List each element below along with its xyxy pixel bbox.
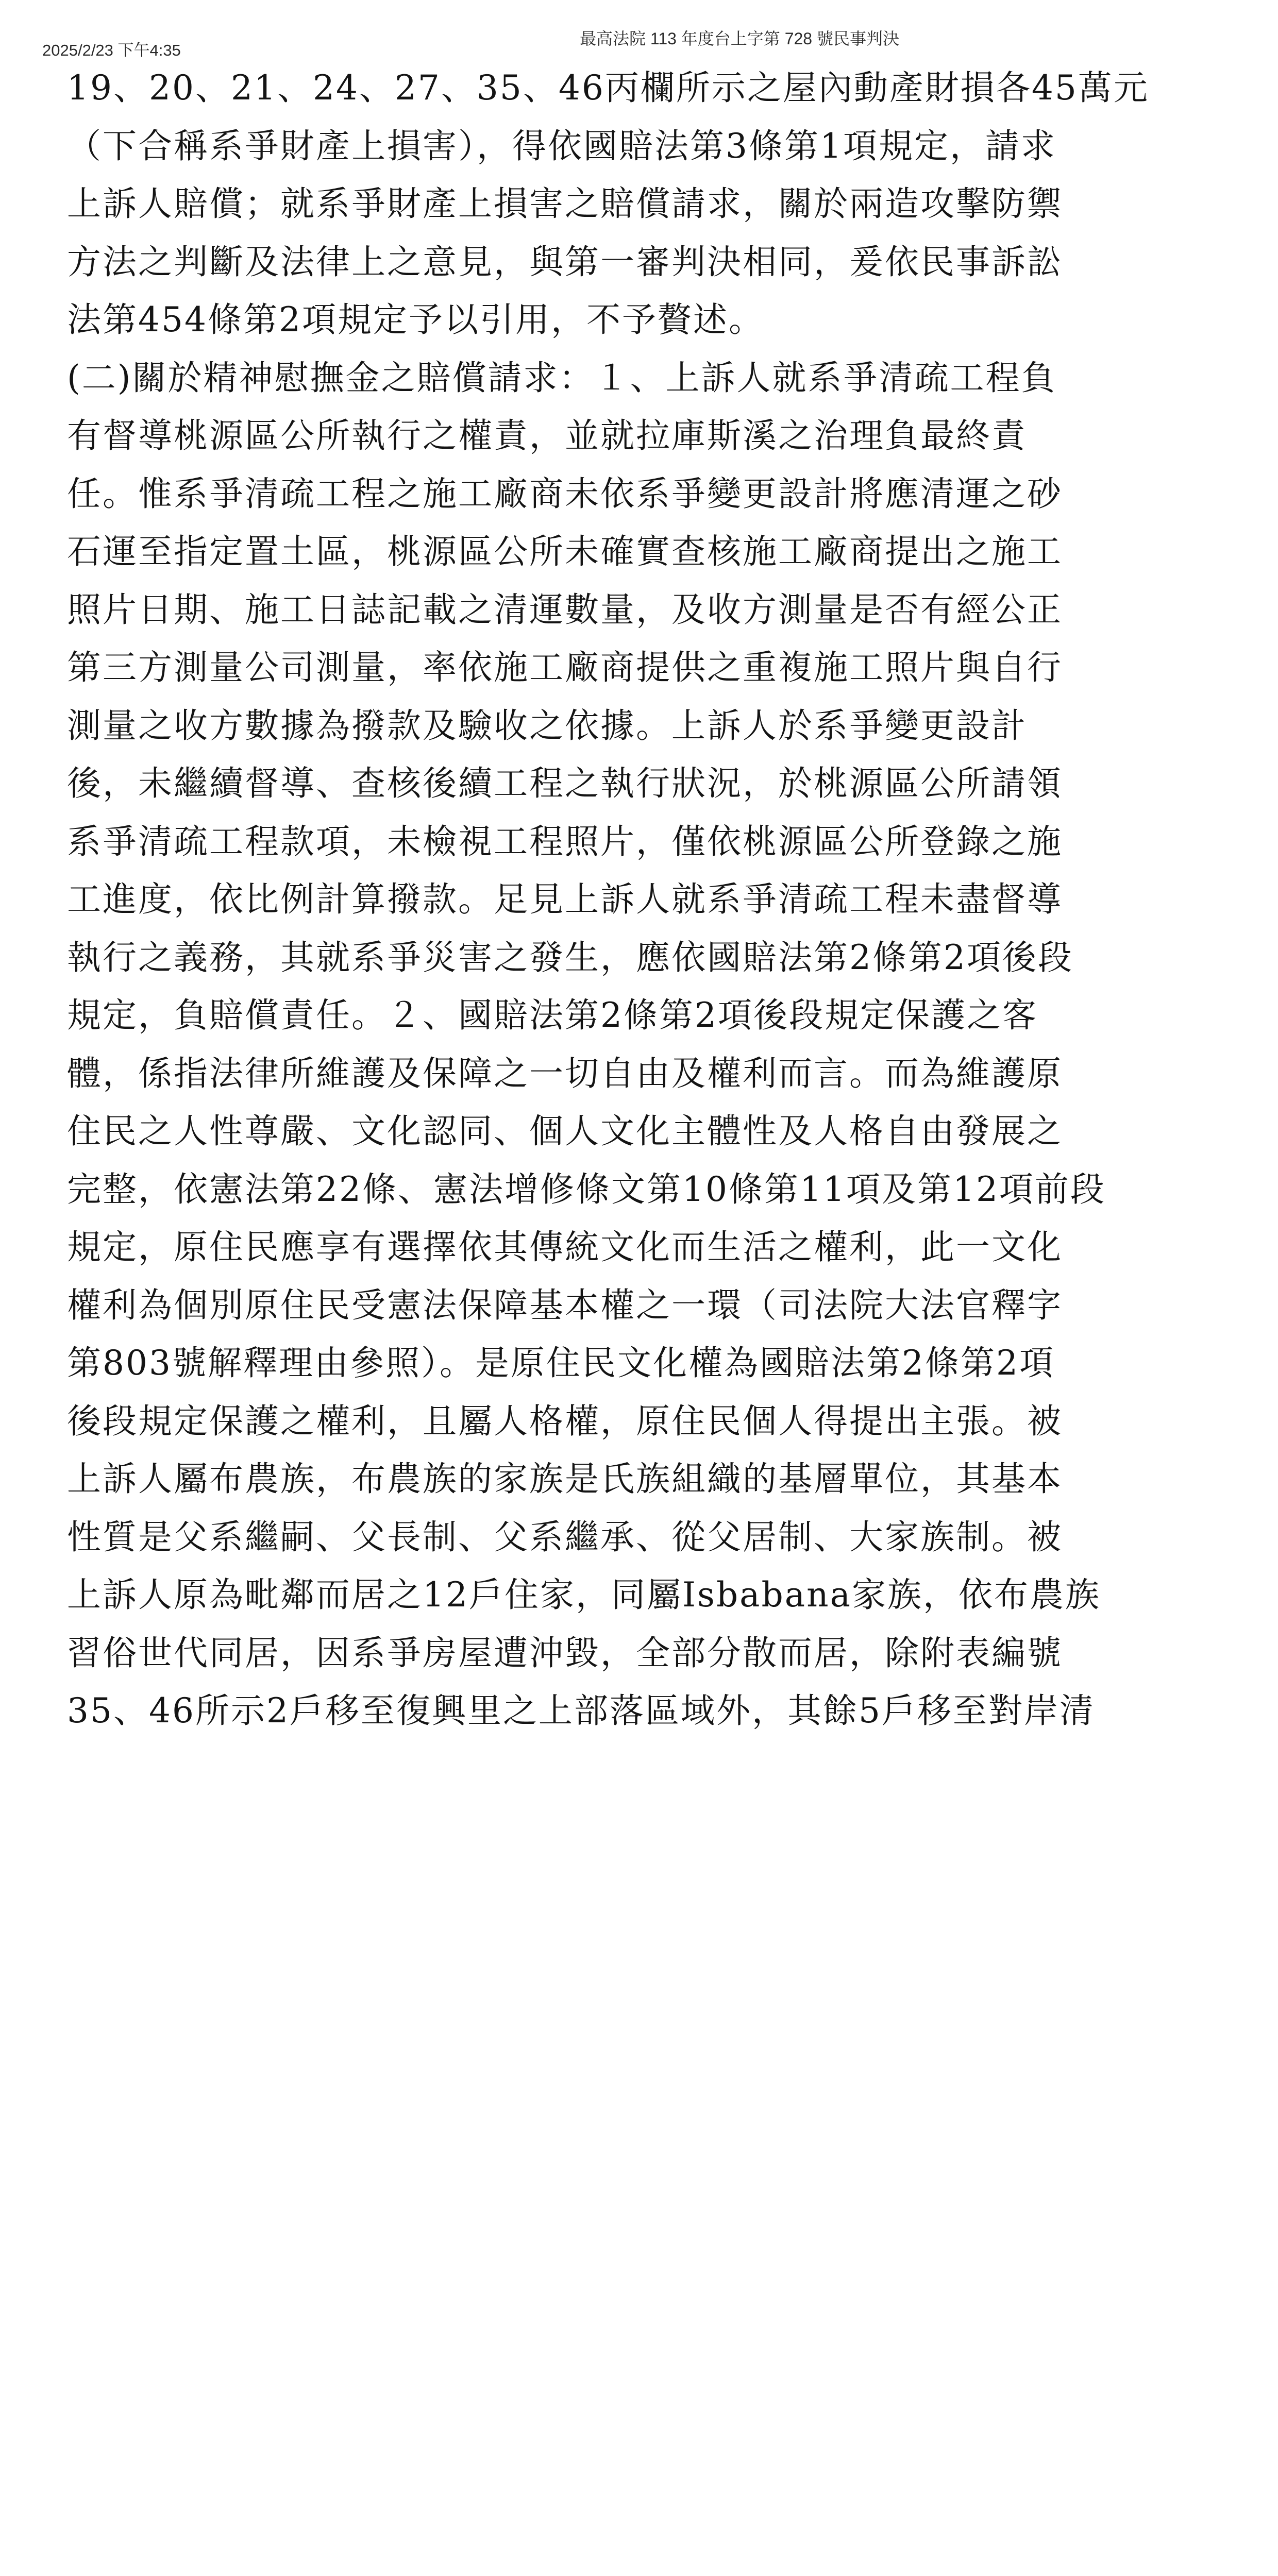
text-line: 19、20、21、24、27、35、46丙欄所示之屋內動產財損各45萬元: [67, 68, 1149, 108]
text-line: 性質是父系繼嗣、父長制、父系繼承、從父居制、大家族制。被: [67, 1517, 1063, 1557]
text-line: 石運至指定置土區，桃源區公所未確實查核施工廠商提出之施工: [67, 532, 1063, 571]
text-line: 有督導桃源區公所執行之權責，並就拉庫斯溪之治理負最終責: [67, 416, 1027, 455]
text-line: 住民之人性尊嚴、文化認同、個人文化主體性及人格自由發展之: [67, 1111, 1063, 1151]
text-line: 後段規定保護之權利，且屬人格權，原住民個人得提出主張。被: [67, 1401, 1063, 1441]
judgment-body-text: [67, 59, 1221, 1740]
text-line: 方法之判斷及法律上之意見，與第一審判決相同，爰依民事訴訟: [67, 242, 1063, 282]
text-line: 上訴人原為毗鄰而居之12戶住家，同屬Isbabana家族，依布農族: [67, 1575, 1101, 1615]
page-footer: [0, 1716, 1278, 1757]
text-line: 執行之義務，其就系爭災害之發生，應依國賠法第2條第2項後段: [67, 937, 1073, 977]
text-line: 工進度，依比例計算撥款。足見上訴人就系爭清疏工程未盡督導: [67, 879, 1063, 919]
text-line: (二)關於精神慰撫金之賠償請求：１、上訴人就系爭清疏工程負: [67, 358, 1057, 398]
text-line: （下合稱系爭財產上損害），得依國賠法第3條第1項規定，請求: [67, 126, 1056, 166]
print-timestamp: 2025/2/23 下午4:35: [42, 41, 181, 59]
text-line: 35、46所示2戶移至復興里之上部落區域外，其餘5戶移至對岸清: [67, 1691, 1095, 1731]
text-line: 任。惟系爭清疏工程之施工廠商未依系爭變更設計將應清運之砂: [67, 473, 1063, 514]
text-line: 法第454條第2項規定予以引用，不予贅述。: [67, 300, 764, 340]
text-line: 體，係指法律所維護及保障之一切自由及權利而言。而為維護原: [67, 1053, 1063, 1093]
text-line: 規定，原住民應享有選擇依其傳統文化而生活之權利，此一文化: [67, 1227, 1063, 1267]
text-line: 上訴人賠償；就系爭財產上損害之賠償請求，關於兩造攻擊防禦: [67, 184, 1063, 224]
text-line: 規定，負賠償責任。２、國賠法第2條第2項後段規定保護之客: [67, 995, 1038, 1035]
text-line: 系爭清疏工程款項，未檢視工程照片，僅依桃源區公所登錄之施: [67, 821, 1063, 861]
text-line: 測量之收方數據為撥款及驗收之依據。上訴人於系爭變更設計: [67, 705, 1027, 745]
text-line: 權利為個別原住民受憲法保障基本權之一環（司法院大法官釋字: [67, 1285, 1063, 1325]
document-title: 最高法院 113 年度台上字第 728 號民事判決: [580, 29, 899, 48]
text-line: 後，未繼續督導、查核後續工程之執行狀況，於桃源區公所請領: [67, 764, 1063, 803]
text-line: 完整，依憲法第22條、憲法增修條文第10條第11項及第12項前段: [67, 1169, 1106, 1209]
text-line: 第三方測量公司測量，率依施工廠商提供之重複施工照片與自行: [67, 648, 1063, 687]
text-line: 習俗世代同居，因系爭房屋遭沖毀，全部分散而居，除附表編號: [67, 1633, 1063, 1673]
text-line: 上訴人屬布農族，布農族的家族是氏族組織的基層單位，其基本: [67, 1459, 1063, 1499]
text-line: 照片日期、施工日誌記載之清運數量，及收方測量是否有經公正: [67, 589, 1063, 630]
text-line: 第803號解釋理由參照）。是原住民文化權為國賠法第2條第2項: [67, 1343, 1055, 1383]
